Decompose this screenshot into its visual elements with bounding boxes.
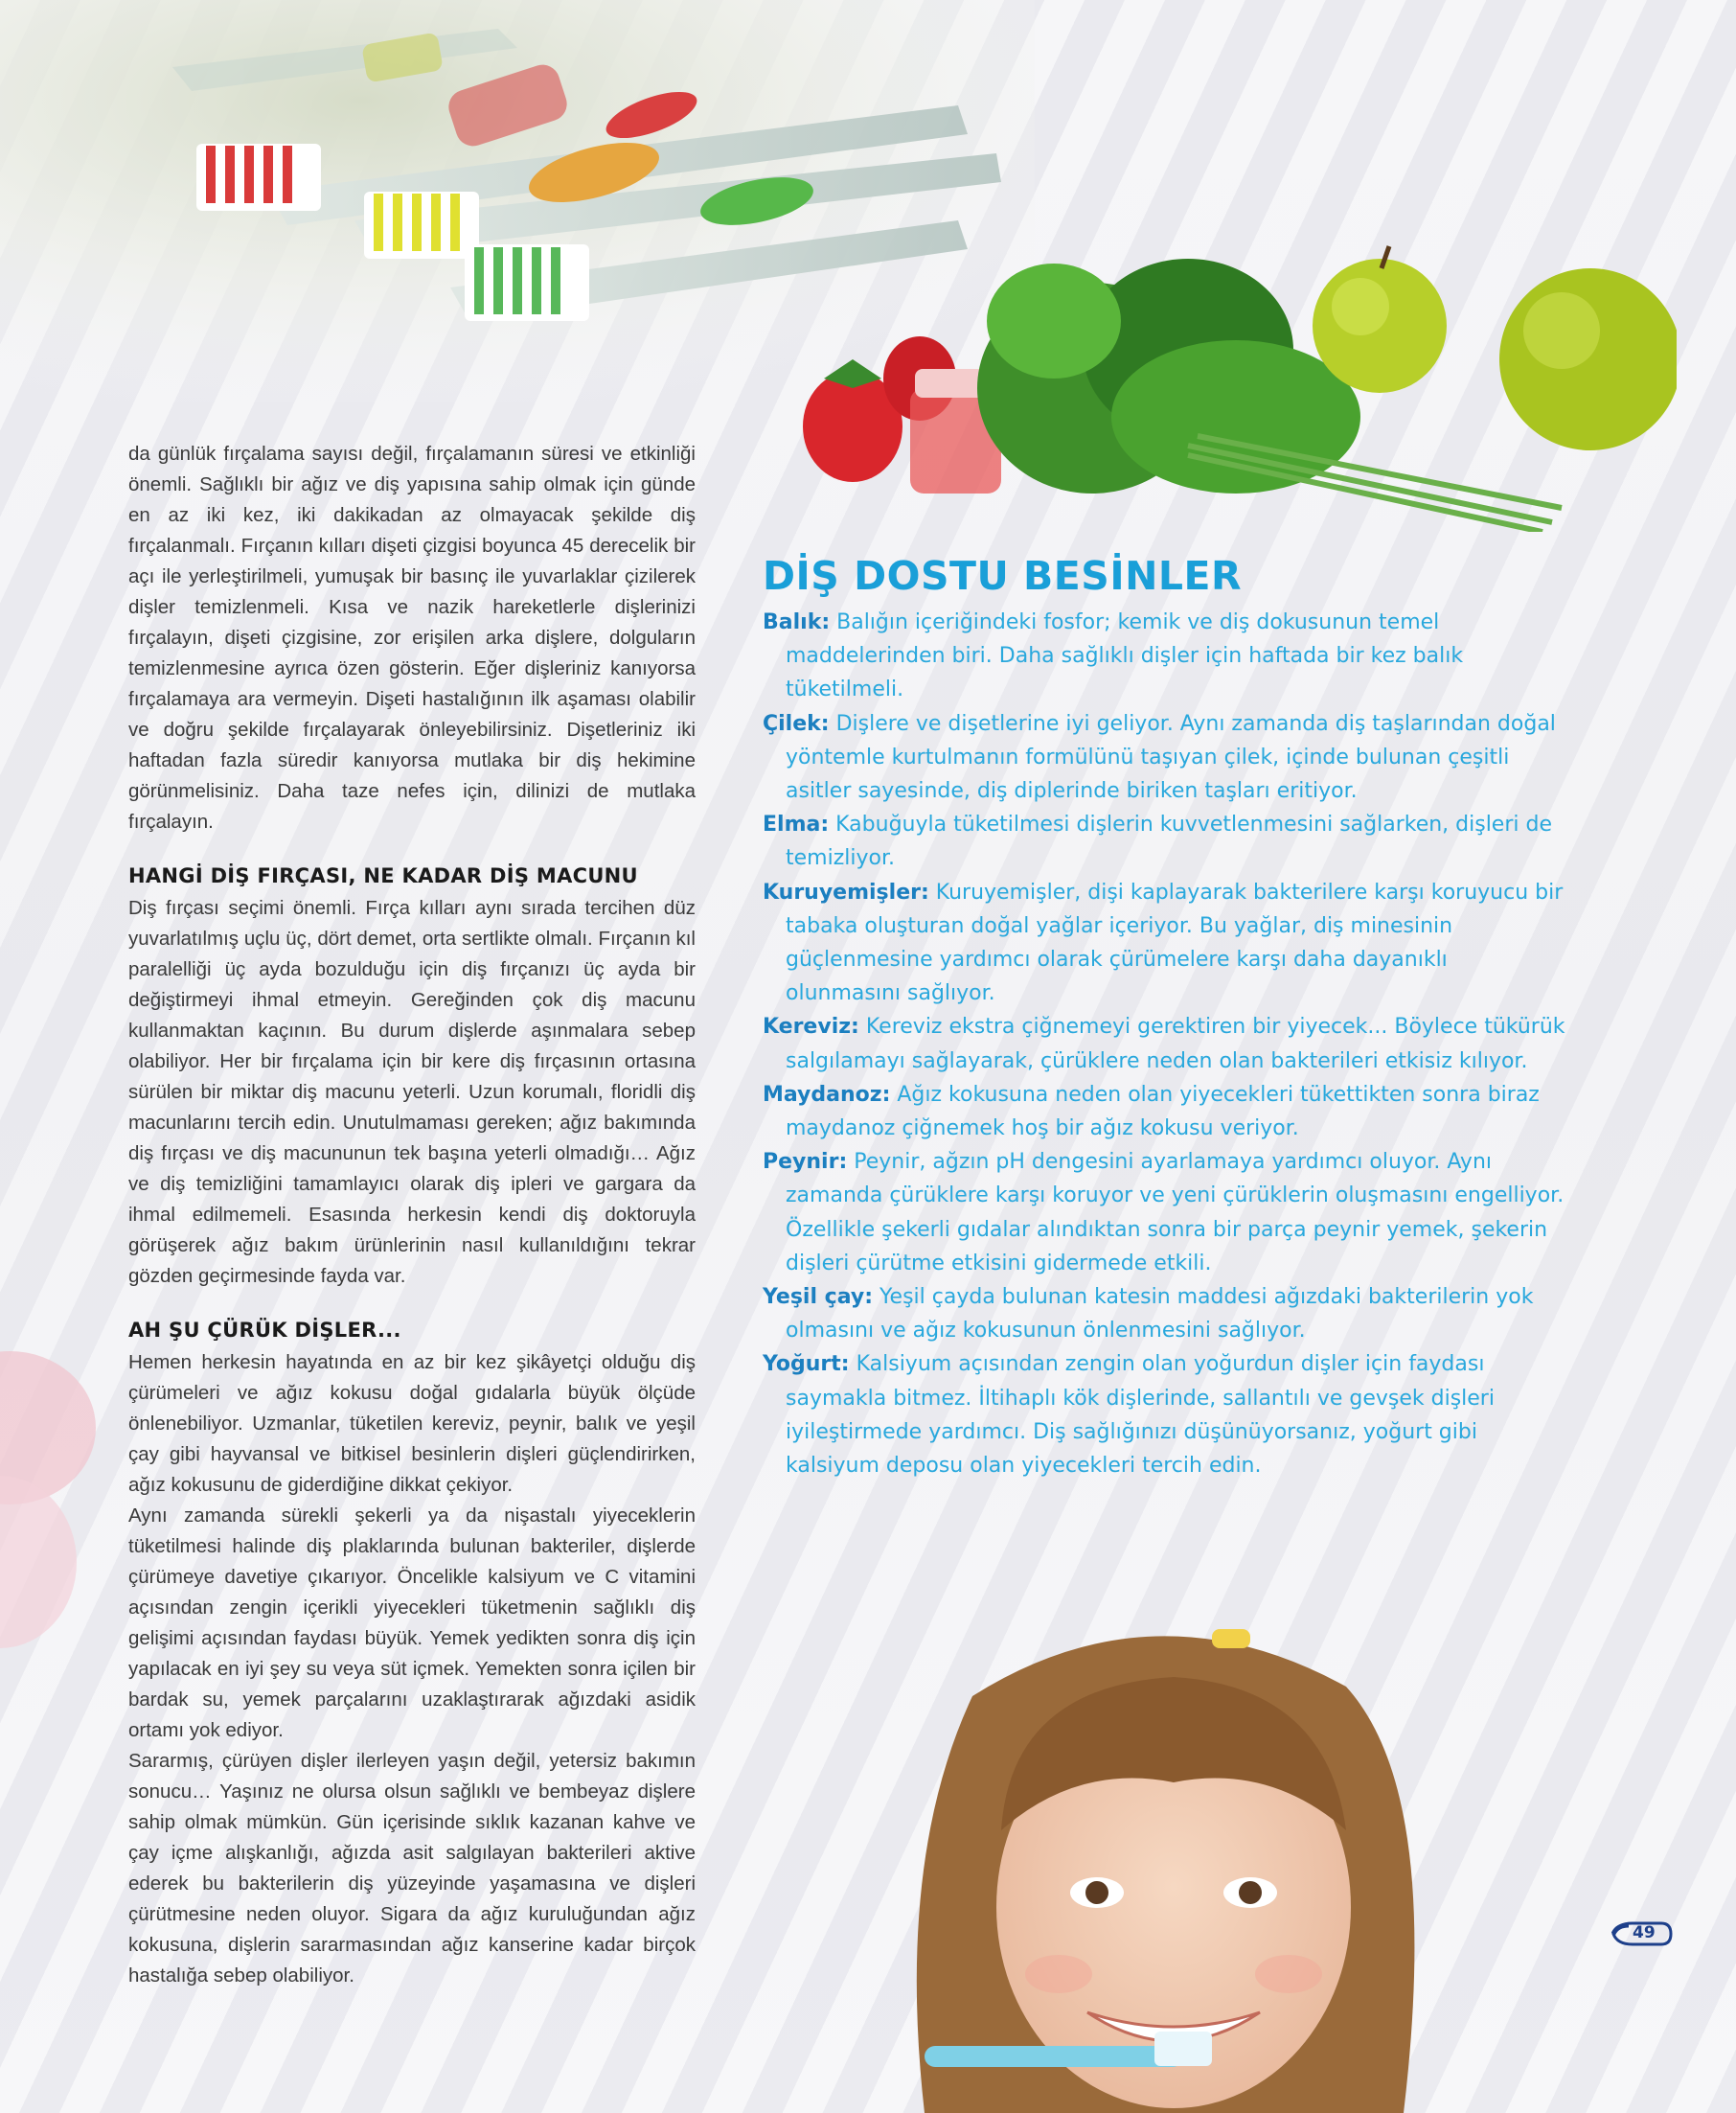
food-text: Kereviz ekstra çiğnemeyi gerektiren bir yiyecek... Böylece tükürük salgılamayı sağlayarak, çürüklere neden olan bakterileri etkisiz kılıyor. [786,1015,1565,1073]
food-item [763,808,1567,875]
food-name: Maydanoz: [763,1082,891,1107]
food-name: Yoğurt: [763,1352,850,1377]
food-item [763,606,1567,707]
food-text: Balığın içeriğindeki fosfor; kemik ve diş dokusunun temel maddelerinden biri. Daha sağlıklı dişler için haftada bir kez balık tüketilmeli. [786,610,1464,702]
girl-brushing-teeth-photo [867,1619,1461,2113]
section-body-decay-3: Sararmış, çürüyen dişler ilerleyen yaşın değil, yetersiz bakımın sonucu… Yaşınız ne olursa olsun sağlıklı ve bembeyaz dişlere sahip olmak mümkün. Gün içerisinde sıklık kazanan kahve ve çay içme alışkanlığı, ağızda asit salgılayan bakterileri aktive ederek bu bakterilerin diş yüzeyinde yaşamasına ve dişleri çürütmesine neden oluyor. Sigara da ağız kuruluğundan ağız kokusuna, dişlerin sararmasından ağız kanserine kadar birçok hastalığa sebep olabiliyor. [128,1750,696,1987]
food-item [763,1145,1567,1280]
food-item [763,876,1567,1011]
food-name: Yeşil çay: [763,1285,874,1310]
food-text: Peynir, ağzın pH dengesini ayarlamaya yardımcı oluyor. Aynı zamanda çürüklere karşı koruyor ve yeni çürüklerin oluşmasını engelliyor. Özellikle şekerli gıdalar alındıktan sonra bir parça peynir yemek, şekerin dişleri çürütme etkisini gidermede etkili. [786,1150,1565,1275]
food-text: Kabuğuyla tüketilmesi dişlerin kuvvetlenmesini sağlarken, dişleri de temizliyor. [786,813,1552,871]
food-name: Çilek: [763,711,830,736]
section-body-toothbrush: Diş fırçası seçimi önemli. Fırça kılları aynı sırada tercihen düz yuvarlatılmış uçlu üç, dört demet, orta sertlikte olmalı. Fırçanın kıl paralelliği üç ayda bozulduğu için diş fırçanızı üç ayda bir değiştirmeyi ihmal etmeyin. Gereğinden çok diş macunu kullanmaktan kaçının. Bu durum dişlerde aşınmalara sebep olabiliyor. Her bir fırçalama için bir kere diş fırçasının ortasına sürülen bir miktar diş macunu yeterli. Uzun korumalı, floridli diş macunlarını tercih edin. Unutulmaması gereken; ağız bakımında diş fırçası ve diş macununun tek başına yeterli olmadığı… Ağız ve diş temizliğini tamamlayıcı olarak diş ipleri ve gargara da ihmal edilmemeli. Esasında herkesin kendi diş doktoruyla görüşerek ağız bakım ürünlerinin nasıl kullanıldığını tekrar gözden geçirmesinde fayda var. [128,897,696,1287]
food-name: Balık: [763,610,831,634]
food-text: Kalsiyum açısından zengin olan yoğurdun dişler için faydası saymakla bitmez. İltihaplı kök dişlerinde, sallantılı ve gevşek dişleri iyileştirmede yardımcı. Diş sağlığınızı düşünüyorsanız, yoğurt gibi kalsiyum deposu olan yiyecekleri tercih edin. [786,1352,1495,1479]
food-text: Ağız kokusuna neden olan yiyecekleri tükettikten sonra biraz maydanoz çiğnemek hoş bir ağız kokusu veriyor. [786,1082,1540,1141]
right-column [763,552,1567,1482]
section-heading-toothbrush: HANGİ DİŞ FIRÇASI, NE KADAR DİŞ MACUNU [128,864,638,887]
pink-flower-blur [0,1342,105,1648]
section-body-decay-1: Hemen herkesin hayatında en az bir kez şikâyetçi olduğu diş çürümeleri ve ağız kokusu doğal gıdalarla büyük ölçüde önlenebiliyor. Uzmanlar, tüketilen kereviz, peynir, balık ve yeşil çay gibi hayvansal ve bitkisel besinlerin dişleri güçlendirirken, ağız kokusunu de giderdiğine dikkat çekiyor. [128,1351,696,1496]
page-number: 49 [1633,1923,1656,1942]
food-item [763,1010,1567,1077]
intro-paragraph: da günlük fırçalama sayısı değil, fırçalamanın süresi ve etkinliği önemli. Sağlıklı bir ağız ve diş yapısına sahip olmak için günde en az iki kez, iki dakikadan az olmayacak şekilde diş fırçalanmalı. Fırçanın kılları dişeti çizgisi boyunca 45 derecelik bir açı ile yerleştirilmeli, yumuşak bir basınç ile yuvarlaklar çizilerek dişler temizlenmeli. Kısa ve nazik hareketlerle dişlerinizi fırçalayın, dişeti çizgisine, zor erişilen arka dişlere, dolguların temizlenmesine ayrıca özen gösterin. Eğer dişleriniz kanıyorsa fırçalamaya ara vermeyin. Dişeti hastalığının ilk aşaması olabilir ve doğru şekilde fırçalayarak önleyebilirsiniz. Dişetleriniz iki haftadan fazla süredir kanıyorsa mutlaka bir diş hekimine görünmelisiniz. Daha taze nefes için, dilinizi de mutlaka fırçalayın. [128,443,696,833]
section-heading-decay: AH ŞU ÇÜRÜK DİŞLER... [128,1319,401,1342]
food-text: Kuruyemişler, dişi kaplayarak bakterilere karşı koruyucu bir tabaka oluşturan doğal yağlar içeriyor. Bu yağlar, diş minesinin güçlenmesine yardımcı olarak çürümelere karşı daha dayanıklı olunmasını sağlıyor. [786,880,1564,1006]
food-name: Kuruyemişler: [763,880,929,905]
food-text: Yeşil çayda bulunan katesin maddesi ağızdaki bakterilerin yok olmasını ve ağız kokusunun önlenmesini sağlıyor. [786,1285,1534,1344]
fruits-vegetables-photo [786,244,1677,532]
food-item [763,1078,1567,1145]
food-name: Kereviz: [763,1015,859,1040]
food-item [763,1280,1567,1347]
food-item [763,707,1567,809]
section-body-decay-2: Aynı zamanda sürekli şekerli ya da nişastalı yiyeceklerin tüketilmesi halinde diş plaklarında bulunan bakteriler, dişlerde çürümeye davetiye çıkarıyor. Öncelikle kalsiyum ve C vitamini açısından zengin içerikli yiyecekleri tüketmenin sağlıklı diş gelişimi açısından faydası büyük. Yemek yedikten sonra diş için yapılacak en iyi şey su veya süt içmek. Yemekten sonra içilen bir bardak su, yemek parçalarını uzaklaştırarak ağızdaki asidik ortamı yok ediyor. [128,1504,696,1741]
food-name: Peynir: [763,1150,848,1175]
left-column [128,439,696,1991]
page-number-badge [1611,1921,1673,1946]
food-item [763,1347,1567,1482]
food-text: Dişlere ve dişetlerine iyi geliyor. Aynı zamanda diş taşlarından doğal yöntemle kurtulmanın formülünü taşıyan çilek, içinde bulunan çeşitli asitler sayesinde, diş diplerinde biriken taşları eritiyor. [786,711,1556,804]
foods-heading: DİŞ DOSTU BESİNLER [763,553,1243,599]
food-name: Elma: [763,813,830,838]
